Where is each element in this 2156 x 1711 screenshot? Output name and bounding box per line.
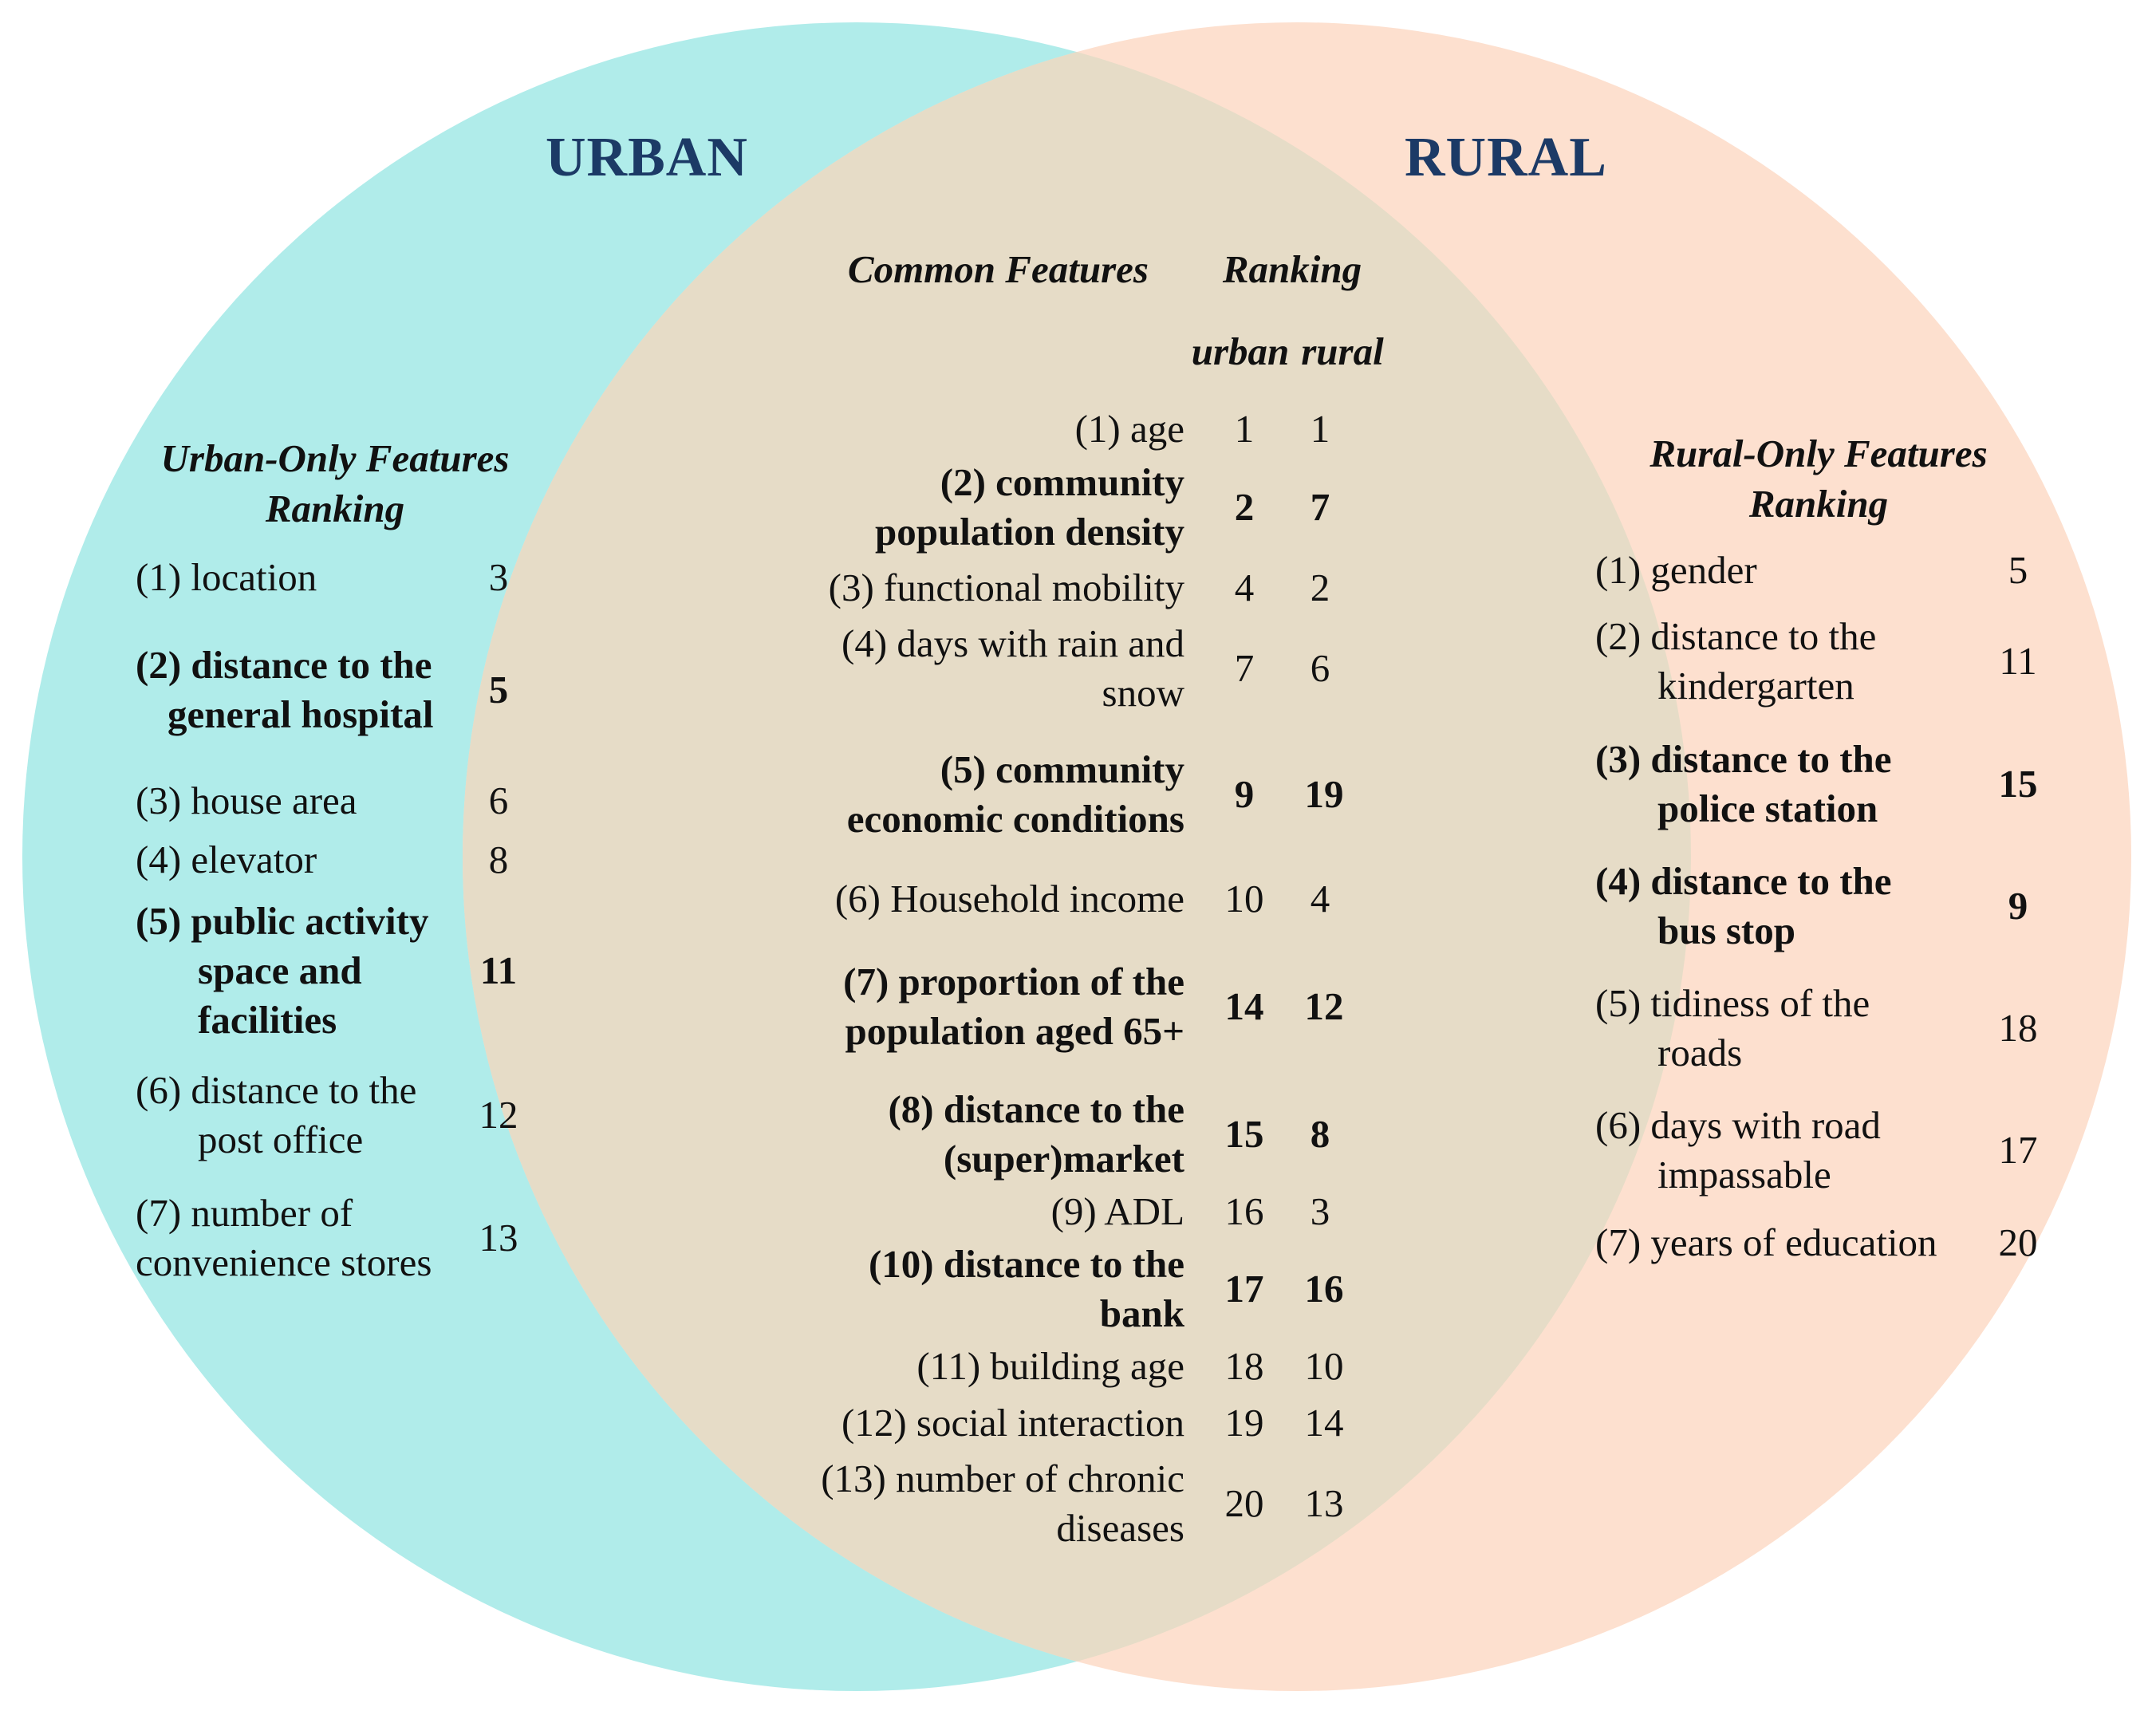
common-item-rural-rank: 16 (1304, 1267, 1344, 1311)
rural-item-label: police station (1657, 787, 1878, 830)
urban-item-rank: 13 (479, 1216, 518, 1260)
common-item-label: bank (1099, 1291, 1184, 1335)
common-item-rural-rank: 6 (1310, 646, 1330, 690)
common-col-urban: urban (1191, 329, 1290, 373)
rural-item-label: (1) gender (1595, 548, 1757, 592)
urban-item-rank: 11 (479, 948, 518, 992)
common-item-rural-rank: 1 (1310, 407, 1330, 451)
rural-only-heading: Rural-Only Features (1650, 432, 1988, 475)
common-item-label: (10) distance to the (868, 1242, 1184, 1286)
rural-item-label: impassable (1657, 1153, 1831, 1197)
urban-item-label: (2) distance to the (136, 643, 432, 687)
common-features-heading: Common Features (847, 247, 1149, 291)
common-item-label: (13) number of chronic (821, 1457, 1184, 1500)
rural-item-label: roads (1657, 1031, 1743, 1074)
common-item-label: (2) community (940, 460, 1184, 504)
urban-item-label: (6) distance to the (136, 1068, 417, 1112)
common-item-label: diseases (1056, 1506, 1184, 1550)
urban-item-label: convenience stores (136, 1240, 432, 1284)
rural-item-label: (3) distance to the (1595, 737, 1892, 781)
common-item-label: economic conditions (846, 797, 1184, 841)
common-item-label: (4) days with rain and (842, 621, 1184, 665)
common-item-rural-rank: 3 (1310, 1189, 1330, 1233)
urban-item-label: (5) public activity (136, 899, 429, 943)
urban-only-heading: Urban-Only Features (160, 436, 510, 480)
rural-item-rank: 11 (1999, 639, 2037, 683)
rural-item-label: (7) years of education (1595, 1220, 1937, 1264)
common-item-rural-rank: 2 (1310, 566, 1330, 609)
rural-item-rank: 9 (2008, 884, 2028, 928)
rural-item-rank: 20 (1998, 1220, 2038, 1264)
common-item-rural-rank: 7 (1310, 485, 1330, 529)
common-item-urban-rank: 10 (1224, 877, 1264, 921)
urban-item-label: (7) number of (136, 1191, 353, 1235)
rural-item-label: bus stop (1657, 909, 1795, 952)
common-item-urban-rank: 15 (1224, 1112, 1264, 1156)
common-item-label: snow (1102, 671, 1184, 715)
rural-item-rank: 18 (1998, 1006, 2038, 1050)
urban-item-label: (4) elevator (136, 838, 317, 881)
urban-item-label: (1) location (136, 555, 317, 599)
urban-item-label: facilities (198, 998, 337, 1042)
common-item-urban-rank: 1 (1234, 407, 1255, 451)
common-item-label: (3) functional mobility (828, 566, 1184, 609)
common-item-label: (7) proportion of the (843, 960, 1184, 1003)
common-item-label: population density (874, 510, 1184, 554)
common-item-urban-rank: 2 (1234, 485, 1255, 529)
common-item-rural-rank: 8 (1310, 1112, 1330, 1156)
urban-item-label: (3) house area (136, 779, 357, 822)
common-ranking-heading: Ranking (1222, 247, 1362, 291)
rural-only-ranking-heading: Ranking (1748, 482, 1889, 526)
common-item-urban-rank: 14 (1224, 984, 1264, 1028)
common-item-label: (super)market (943, 1137, 1184, 1181)
rural-item-rank: 5 (2008, 548, 2028, 592)
common-item-label: (8) distance to the (888, 1087, 1184, 1131)
common-item-label: population aged 65+ (845, 1009, 1184, 1053)
rural-item-label: (4) distance to the (1595, 859, 1892, 903)
rural-item-rank: 15 (1998, 762, 2038, 806)
common-item-urban-rank: 16 (1224, 1189, 1264, 1233)
common-item-label: (1) age (1074, 407, 1184, 451)
common-item-rural-rank: 19 (1304, 772, 1344, 816)
rural-item-label: (2) distance to the (1595, 614, 1877, 658)
common-item-rural-rank: 10 (1304, 1344, 1344, 1388)
common-col-rural: rural (1301, 329, 1384, 373)
common-item-label: (5) community (940, 747, 1184, 791)
urban-title: URBAN (546, 127, 748, 188)
urban-item-label: general hospital (168, 692, 434, 736)
common-item-urban-rank: 20 (1224, 1481, 1264, 1525)
common-item-urban-rank: 18 (1224, 1344, 1264, 1388)
rural-item-label: (5) tidiness of the (1595, 981, 1870, 1025)
urban-item-rank: 6 (488, 779, 509, 822)
rural-item-label: kindergarten (1657, 664, 1854, 708)
urban-item-label: post office (198, 1118, 364, 1161)
common-item-urban-rank: 9 (1234, 772, 1255, 816)
common-item-label: (11) building age (916, 1344, 1184, 1388)
rural-item-rank: 17 (1998, 1128, 2038, 1172)
common-item-urban-rank: 7 (1234, 646, 1255, 690)
rural-item-label: (6) days with road (1595, 1103, 1881, 1147)
common-item-urban-rank: 19 (1224, 1401, 1264, 1445)
urban-item-rank: 12 (479, 1093, 518, 1137)
urban-item-rank: 8 (488, 838, 509, 881)
rural-title: RURAL (1405, 127, 1607, 188)
common-item-urban-rank: 17 (1224, 1267, 1264, 1311)
urban-item-label: space and (198, 948, 362, 992)
common-item-label: (12) social interaction (842, 1401, 1184, 1445)
urban-only-ranking-heading: Ranking (265, 487, 405, 530)
urban-item-rank: 3 (488, 555, 509, 599)
urban-item-rank: 5 (488, 668, 509, 712)
common-item-rural-rank: 12 (1304, 984, 1344, 1028)
common-item-label: (9) ADL (1050, 1189, 1184, 1233)
common-item-label: (6) Household income (834, 877, 1184, 921)
common-item-rural-rank: 14 (1304, 1401, 1344, 1445)
common-item-urban-rank: 4 (1234, 566, 1255, 609)
common-item-rural-rank: 13 (1304, 1481, 1344, 1525)
common-item-rural-rank: 4 (1310, 877, 1330, 921)
